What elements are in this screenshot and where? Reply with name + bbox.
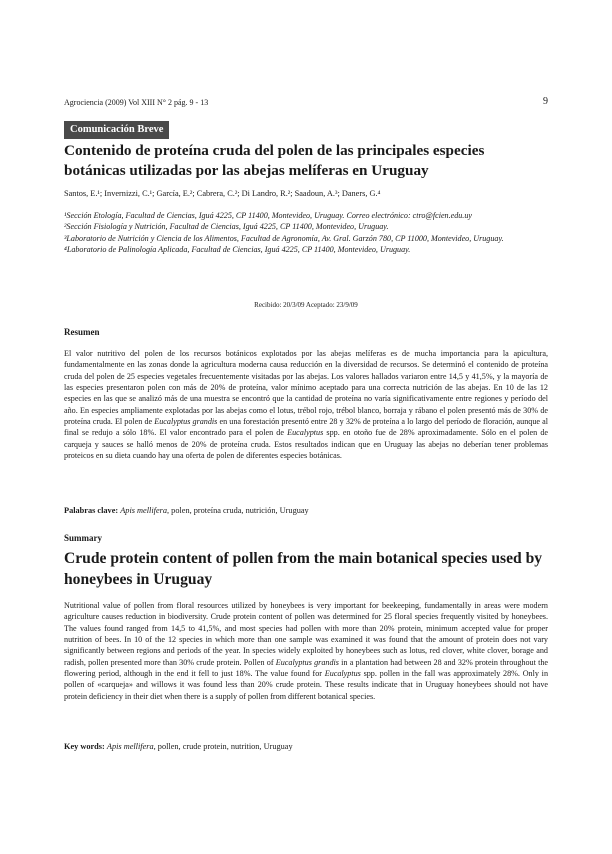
summary-text-1: Nutritional value of pollen from floral resources utilized by honeybees is very important for beekeeping, fundamentally in areas were modern agriculture causes reduction in biodiversity. Crude protein content of pollen was determined for 25 floral species frequently visited by honeybees. The values found ranged from 14,5 to 41,5%, and most species had pollen with more than 20% protein, minimum accepted value for proper nutrition of bees. In 10 of the 12 species in which more than one sample was examined it was found that the amount of protein does not vary significantly between regions and periods of the year. In species widely exploited by honeybees such as lotus, red clover, white clover, borage and radish, pollen presented more than 30% crude protein. Pollen of xyxy=(64,601,548,667)
keywords-english xyxy=(64,742,548,751)
species-name: Eucalyptus grandis xyxy=(275,657,339,667)
summary-text-3: spp. pollen in the fall was approximately 28%. Only in pollen of «carqueja» and willows it was found less than 20% crude protein. These results indicate that in Uruguay honeybees should not have protein deficiency in their diet when there is a supply of pollen from different botanical species. xyxy=(64,669,549,701)
article-title-spanish: Contenido de proteína cruda del polen de las principales especies botánicas utilizadas por las abejas melíferas en Uruguay xyxy=(64,142,485,179)
affiliation-3: ³Laboratorio de Nutrición y Ciencia de los Alimentos, Facultad de Agronomía, Av. Gral. Garzón 780, CP 11000, Montevideo, Uruguay. xyxy=(64,233,504,243)
genus-name: Eucalyptus xyxy=(324,669,361,679)
keywords-spanish xyxy=(64,506,548,515)
affiliation-2: ²Sección Fisiología y Nutrición, Facultad de Ciencias, Iguá 4225, CP 11400, Montevideo, Uruguay. xyxy=(64,222,389,232)
page-number: 9 xyxy=(543,96,548,107)
affiliations xyxy=(64,210,548,256)
resumen-text-3: spp. en otoño fue de 28% aproximadamente. Sólo en el polen de carqueja y sauces se halló menos de 20% de proteína cruda. Estos resultados indican que en Uruguay las abejas no deberían tener problemas proteicos en su dieta cuando hay una oferta de polen de diferentes especies botánicas. xyxy=(64,428,548,461)
summary-paragraph xyxy=(64,600,548,702)
received-accepted-dates: Recibido: 20/3/09 Aceptado: 23/9/09 xyxy=(254,301,358,309)
keywords-label: Key words: xyxy=(64,742,105,751)
summary-heading: Summary xyxy=(64,533,102,543)
summary-text-2: in a plantation had between 28 and 32% protein throughout the flowering period, although in the end it fell to just 18%. The value found for xyxy=(64,657,548,679)
section-badge: Comunicación Breve xyxy=(64,121,169,139)
keywords-rest: , pollen, crude protein, nutrition, Uruguay xyxy=(153,742,293,751)
species-name: Eucalyptus grandis xyxy=(154,417,218,427)
resumen-paragraph xyxy=(64,348,548,461)
keyword-species: Apis mellifera xyxy=(106,742,154,751)
article-title-english: Crude protein content of pollen from the main botanical species used by honeybees in Uruguay xyxy=(64,550,543,588)
keywords-rest: , polen, proteína cruda, nutrición, Uruguay xyxy=(167,506,309,515)
resumen-heading: Resumen xyxy=(64,327,100,337)
resumen-text-1: El valor nutritivo del polen de los recursos botánicos explotados por las abejas melíferas es de mucha importancia para la apicultura, fundamentalmente en las zonas donde la agricultura moderna causa reducción en la diversidad de recursos. Se determinó el contenido de proteína cruda del polen de 25 especies vegetales frecuentemente visitadas por las abejas. Los valores hallados variaron entre 14,5 y 41,5%, y la mayoría de las especies presentaron polen con más de 20% de proteína, valor mínimo aceptado para una correcta nutrición de las abejas. En 10 de las 12 especies en las que se analizó más de una muestra se encontró que la cantidad de proteína no varía significativamente entre regiones y período del año. En especies ampliamente explotadas por las abejas como el lotus, trébol rojo, trébol blanco, borraja y rábano el polen presentó más de 30% de proteína cruda. El polen de xyxy=(64,349,548,427)
resumen-text-2: en una forestación presentó entre 28 y 32% de proteína a lo largo del período de floración, aunque al final se redujo a sólo 18%. El valor encontrado para el polen de xyxy=(64,417,548,438)
journal-citation: Agrociencia (2009) Vol XIII N° 2 pág. 9 - 13 xyxy=(64,98,209,107)
running-header xyxy=(64,98,548,107)
keyword-species: Apis mellifera xyxy=(120,506,168,515)
keywords-label: Palabras clave: xyxy=(64,506,119,515)
genus-name: Eucalyptus xyxy=(287,428,324,438)
affiliation-4: ⁴Laboratorio de Palinología Aplicada, Facultad de Ciencias, Iguá 4225, CP 11400, Montevideo, Uruguay. xyxy=(64,245,411,255)
affiliation-1: ¹Sección Etología, Facultad de Ciencias, Iguá 4225, CP 11400, Montevideo, Uruguay. Correo electrónico: ctro@fcien.edu.uy xyxy=(64,211,472,220)
author-list: Santos, E.¹; Invernizzi, C.¹; García, E.²; Cabrera, C.²; Di Landro, R.²; Saadoun, A.³; Daners, G.⁴ xyxy=(64,189,381,198)
